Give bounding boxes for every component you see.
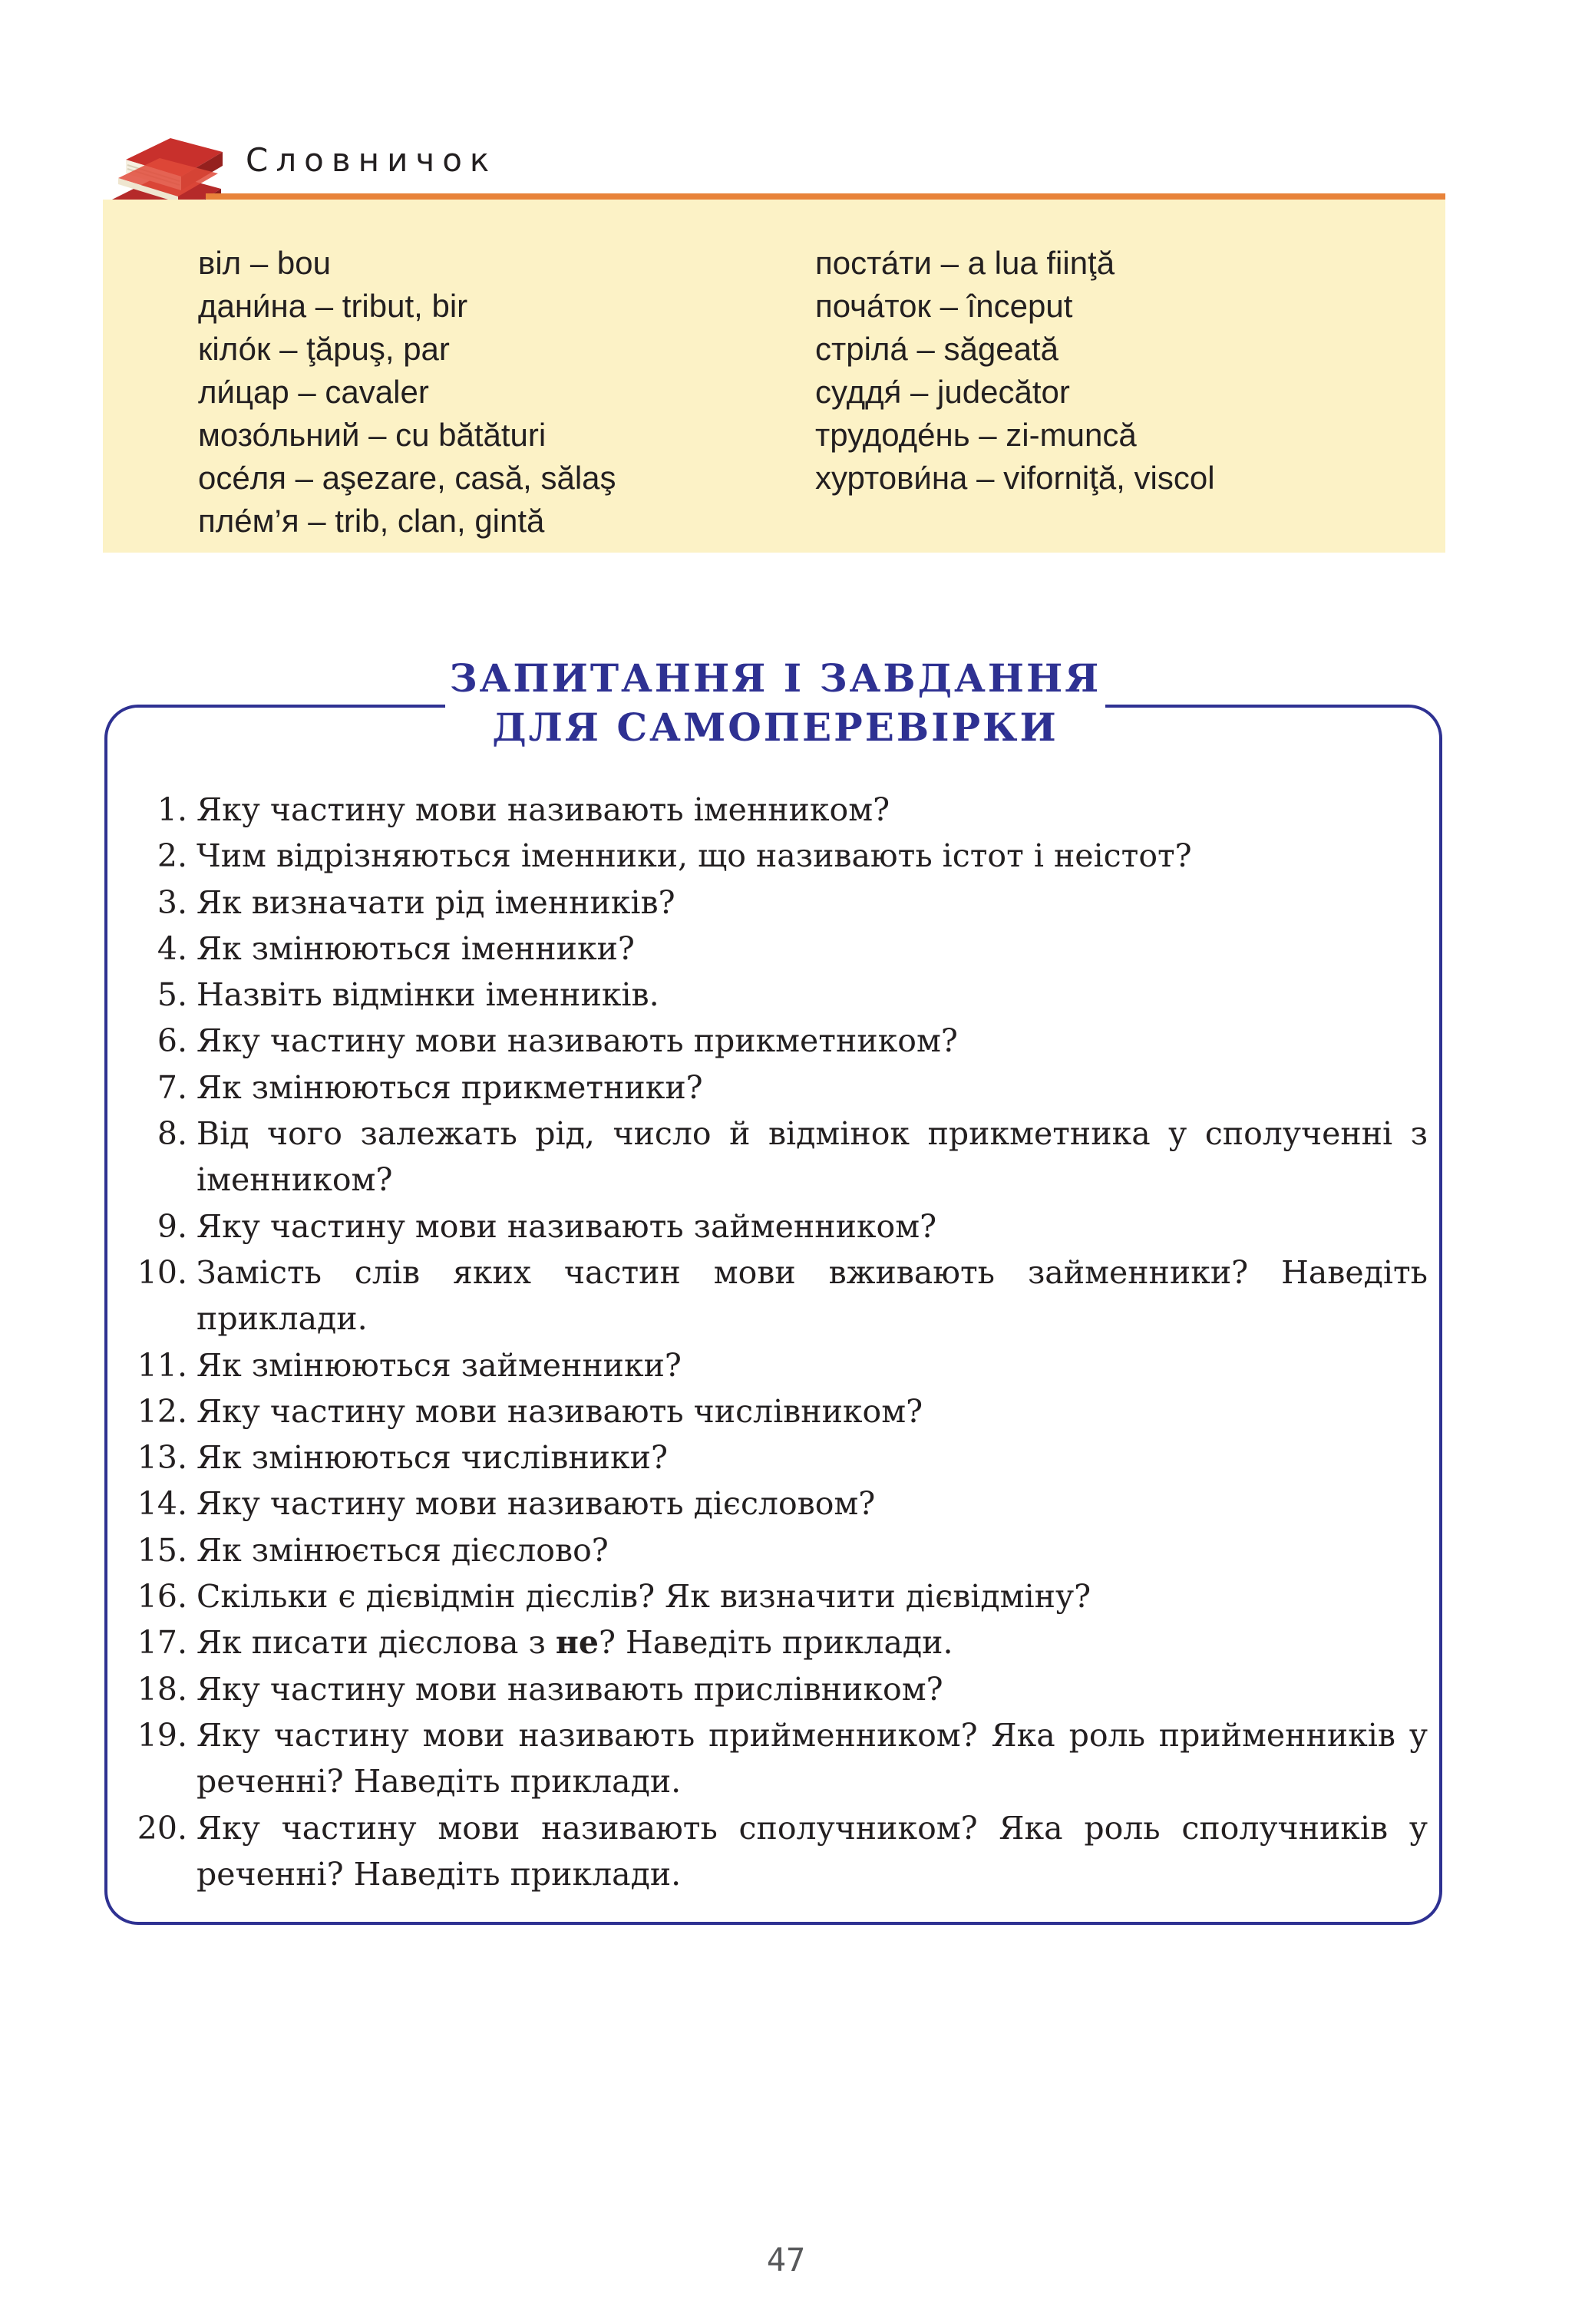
question-text-part: Як писати дієслова з [196,1624,556,1662]
question-item [123,787,1428,833]
glossary-entry: ли́цар – cavaler [198,374,429,410]
glossary-entry: суддя́ – judecător [815,374,1070,410]
glossary-entry: мозо́льний – cu bătături [198,417,547,453]
question-item [123,880,1428,926]
question-text-bold: не [555,1624,599,1662]
question-number: 15. [137,1531,187,1569]
question-text: Замість слів яких частин мови вживають займенники? Наведіть приклади. [196,1253,1428,1338]
question-number: 3. [157,883,187,921]
glossary-entry: дани́на – tribut, bir [198,288,468,324]
glossary-entry: осе́ля – aşezare, casă, sălaş [198,460,616,496]
question-item [123,1481,1428,1527]
glossary-entry: кіло́к – ţăpuş, par [198,331,450,367]
question-text: Яку частину мови називають займенником? [196,1207,937,1245]
question-text: Як змінюються числівники? [196,1439,668,1477]
question-number: 6. [157,1022,187,1060]
question-number: 1. [157,791,187,828]
question-number: 11. [137,1346,187,1384]
question-number: 14. [137,1485,187,1523]
glossary-entry: стріла́ – săgeată [815,331,1058,367]
question-item [123,1111,1428,1203]
question-text: Яку частину мови називають прикметником? [196,1022,958,1060]
question-item [123,1527,1428,1573]
questions-list [123,787,1428,1897]
question-text [196,1624,953,1661]
question-item [123,926,1428,972]
question-item [123,1203,1428,1249]
glossary-entry: трудоде́нь – zi-muncă [815,417,1137,453]
glossary-entry: пле́м’я – trib, clan, gintă [198,503,545,539]
question-number: 20. [137,1809,187,1847]
question-item [123,1619,1428,1665]
question-number: 2. [157,837,187,875]
question-text: Яку частину мови називають прислівником? [196,1670,943,1708]
question-text: Як змінюється дієслово? [196,1531,609,1569]
question-item [123,1065,1428,1111]
question-item [123,833,1428,879]
question-text: Яку частину мови називають дієсловом? [196,1485,876,1523]
question-text: Як змінюються займенники? [196,1346,682,1384]
question-number: 9. [157,1207,187,1245]
question-item [123,1805,1428,1898]
question-number: 16. [137,1578,187,1616]
glossary-title: Словничок [246,141,497,179]
question-text: Як змінюються іменники? [196,929,635,967]
question-number: 5. [157,976,187,1014]
question-text: Яку частину мови називають прийменником? Яка роль прийменників у реченні? Наведіть приклади. [196,1716,1428,1801]
question-number: 10. [137,1253,187,1291]
question-number: 17. [137,1624,187,1662]
glossary-entry: поча́ток – început [815,288,1073,324]
question-number: 18. [137,1670,187,1708]
question-item [123,1249,1428,1342]
question-item [123,1573,1428,1619]
question-number: 8. [157,1115,187,1153]
question-item [123,1342,1428,1388]
questions-heading-line: ЗАПИТАННЯ І ЗАВДАННЯ [449,655,1101,701]
question-number: 4. [157,929,187,967]
question-item [123,1712,1428,1805]
question-text: Назвіть відмінки іменників. [196,976,659,1014]
question-item [123,1388,1428,1434]
question-item [123,1666,1428,1712]
question-text: Як визначати рід іменників? [196,883,675,921]
questions-heading [445,654,1105,752]
glossary-box [103,200,1445,553]
glossary-right-column [815,242,1215,500]
glossary-divider [206,193,1445,200]
questions-heading-line: ДЛЯ САМОПЕРЕВІРКИ [492,705,1058,750]
question-item [123,1434,1428,1481]
question-text: Яку частину мови називають сполучником? Яка роль сполучників у реченні? Наведіть приклади. [196,1809,1428,1893]
question-number: 19. [137,1716,187,1754]
question-text-part: ? Наведіть приклади. [598,1624,953,1662]
question-number: 12. [137,1392,187,1430]
glossary-entry: поста́ти – a lua fiinţă [815,245,1115,281]
question-number: 7. [157,1068,187,1106]
question-text: Яку частину мови називають іменником? [196,791,890,828]
question-item [123,972,1428,1018]
glossary-entry: хуртови́на – viforniţă, viscol [815,460,1215,496]
question-text: Яку частину мови називають числівником? [196,1392,923,1430]
question-text: Як змінюються прикметники? [196,1068,703,1106]
question-text: Чим відрізняються іменники, що називають істот і неістот? [196,837,1192,875]
question-text: Скільки є дієвідмін дієслів? Як визначити дієвідміну? [196,1578,1091,1616]
glossary-left-column [198,242,616,543]
page-number: 47 [766,2241,806,2279]
question-text: Від чого залежать рід, число й відмінок прикметника у сполученні з іменником? [196,1115,1428,1199]
question-number: 13. [137,1439,187,1477]
glossary-entry: віл – bou [198,245,331,281]
question-item [123,1018,1428,1064]
